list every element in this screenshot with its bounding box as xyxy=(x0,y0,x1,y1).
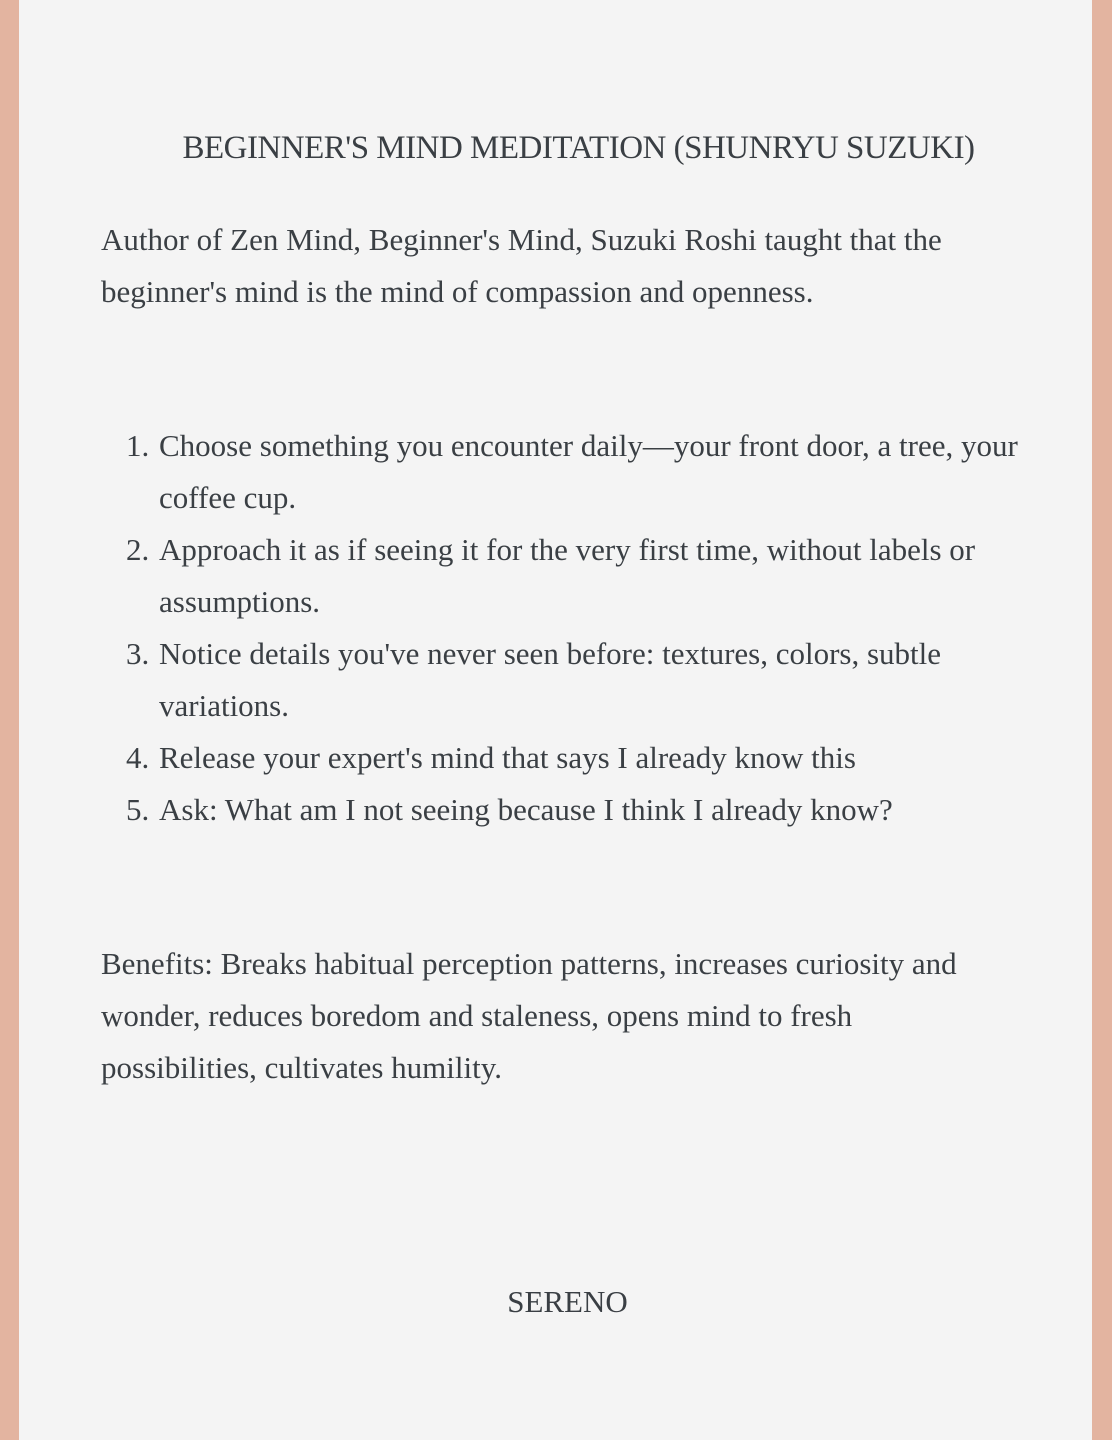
steps-list xyxy=(101,420,1037,836)
intro-paragraph: Author of Zen Mind, Beginner's Mind, Suzuki Roshi taught that the beginner's mind is the mind of compassion and openness. xyxy=(101,222,942,309)
list-item: 1. Choose something you encounter daily—your front door, a tree, your coffee cup. xyxy=(157,420,1037,524)
benefits-paragraph: Benefits: Breaks habitual perception patterns, increases curiosity and wonder, reduces boredom and staleness, opens mind to fresh possibilities, cultivates humility. xyxy=(101,946,957,1085)
list-item: 4. Release your expert's mind that says I already know this xyxy=(157,732,1037,784)
brand-logo: SERENO xyxy=(507,1284,628,1319)
list-item: 2. Approach it as if seeing it for the very first time, without labels or assumptions. xyxy=(157,524,1037,628)
list-item: 5. Ask: What am I not seeing because I think I already know? xyxy=(157,784,1037,836)
page-title: BEGINNER'S MIND MEDITATION (SHUNRYU SUZUKI) xyxy=(182,130,975,167)
list-item: 3. Notice details you've never seen before: textures, colors, subtle variations. xyxy=(157,628,1037,732)
page xyxy=(19,0,1092,1440)
